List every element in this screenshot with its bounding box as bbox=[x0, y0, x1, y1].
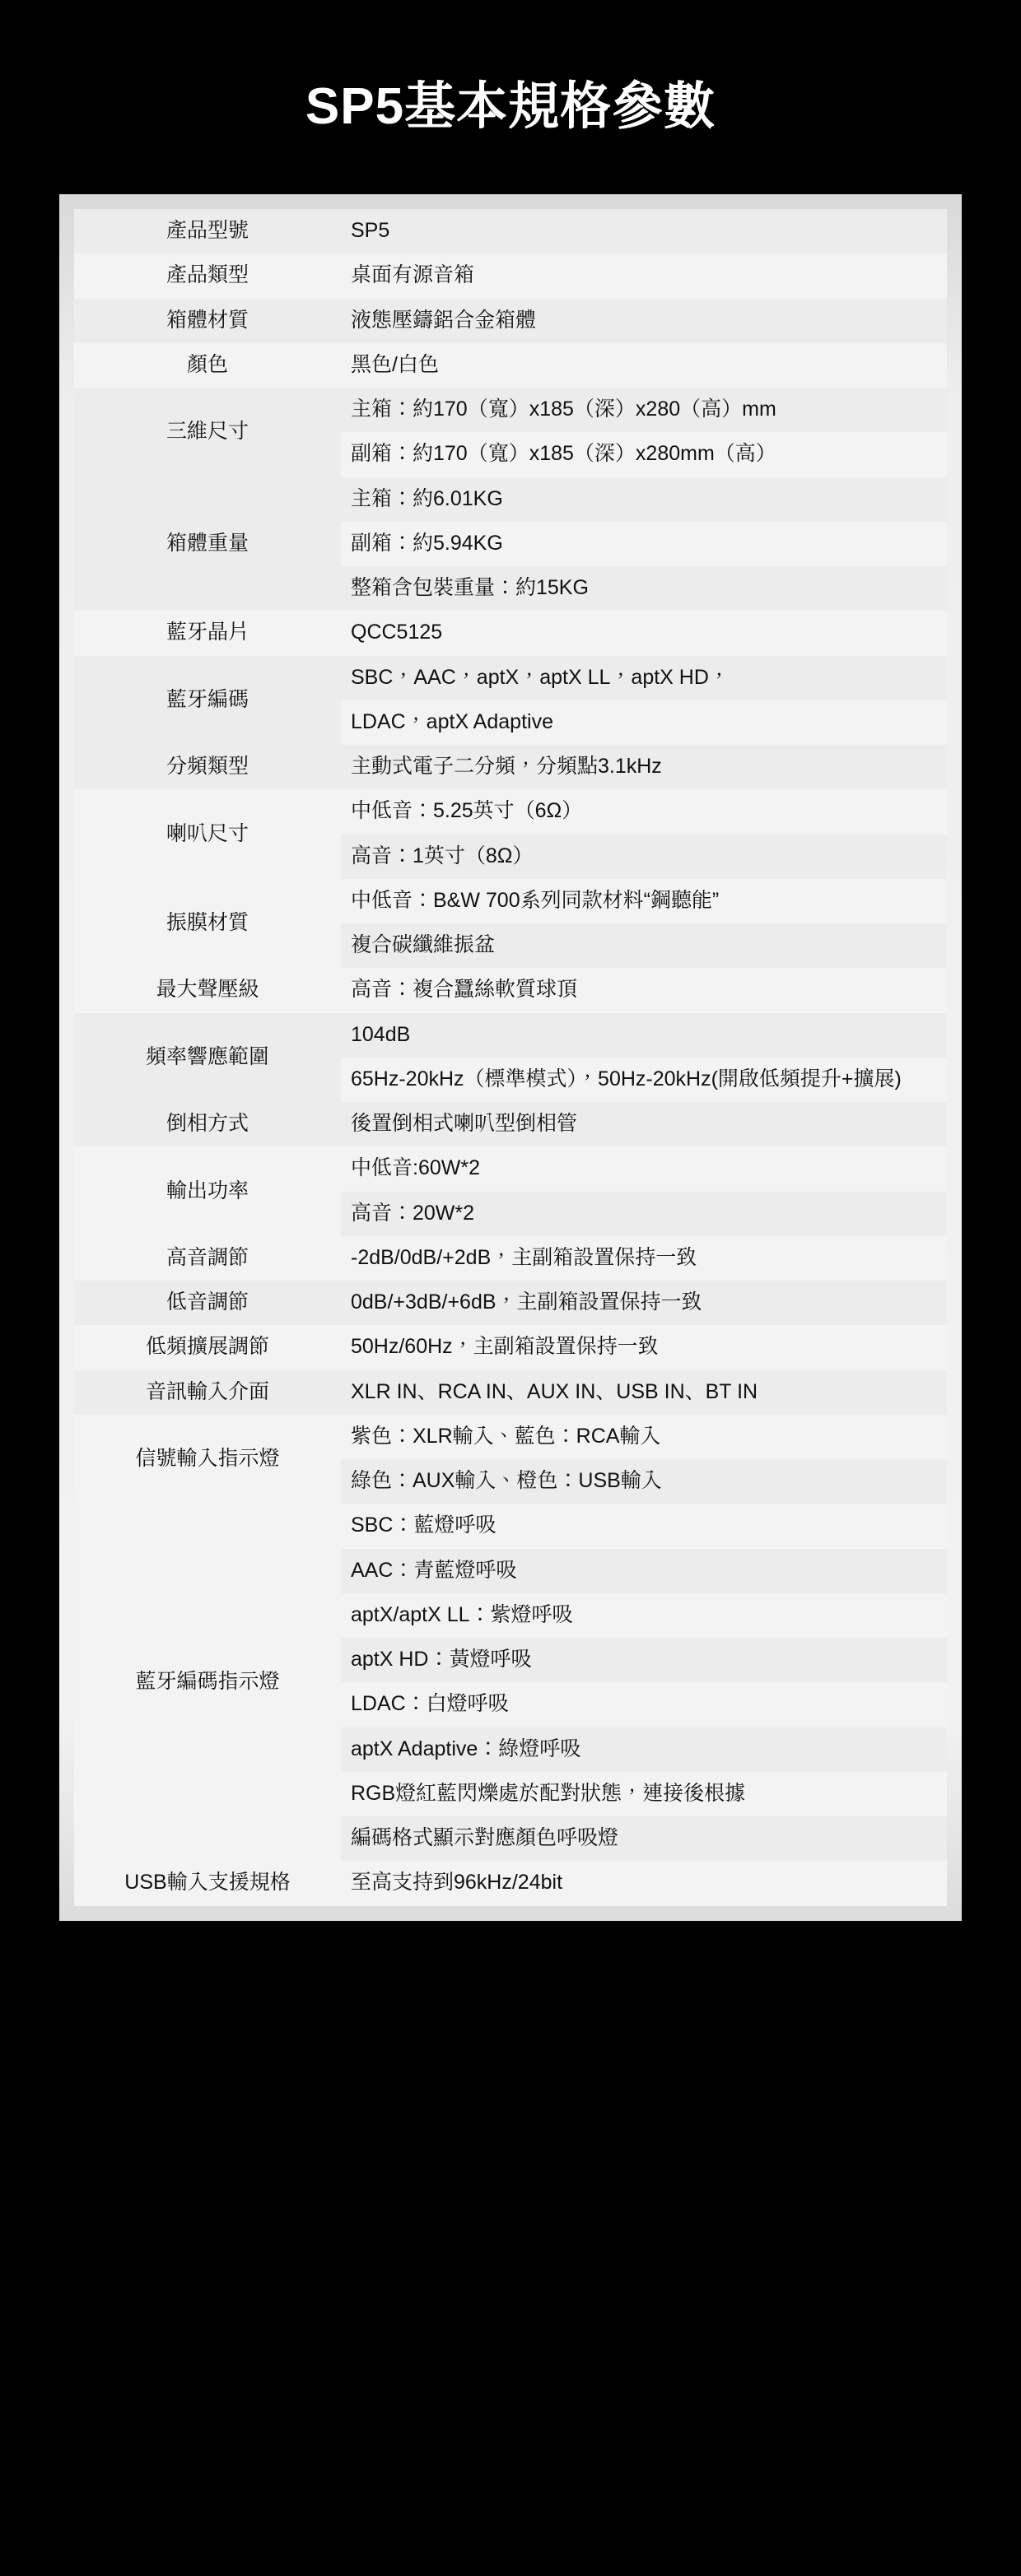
spec-value: 中低音:60W*2 bbox=[351, 1156, 480, 1180]
spec-label: 藍牙晶片 bbox=[166, 621, 249, 644]
spec-value: 中低音：5.25英寸（6Ω） bbox=[351, 799, 583, 823]
spec-label: 喇叭尺寸 bbox=[166, 821, 249, 845]
page-title: SP5基本規格參數 bbox=[305, 78, 716, 135]
table-row bbox=[74, 656, 947, 700]
table-row bbox=[74, 1370, 947, 1415]
table-row bbox=[74, 968, 947, 1012]
spec-value: 主箱：約6.01KG bbox=[351, 486, 503, 510]
spec-label: 箱體重量 bbox=[166, 531, 249, 555]
spec-value: 高音：複合蠶絲軟質球頂 bbox=[351, 978, 578, 1002]
spec-value: 桌面有源音箱 bbox=[351, 263, 475, 287]
spec-value: 0dB/+3dB/+6dB，主副箱設置保持一致 bbox=[351, 1290, 702, 1314]
spec-label: USB輸入支援規格 bbox=[124, 1871, 291, 1895]
spec-value: LDAC，aptX Adaptive bbox=[351, 709, 553, 733]
table-row bbox=[74, 1861, 947, 1905]
spec-label: 藍牙編碼 bbox=[166, 687, 249, 711]
spec-table-body bbox=[74, 209, 947, 1906]
spec-label: 振膜材質 bbox=[166, 911, 249, 935]
spec-value: 綠色：AUX輸入、橙色：USB輸入 bbox=[351, 1469, 662, 1493]
table-row bbox=[74, 343, 947, 388]
spec-value: RGB燈紅藍閃爍處於配對狀態，連接後根據 bbox=[351, 1781, 746, 1805]
table-row bbox=[74, 879, 947, 923]
spec-value: 至高支持到96kHz/24bit bbox=[351, 1871, 563, 1895]
spec-value: 主動式電子二分頻，分頻點3.1kHz bbox=[351, 755, 662, 779]
spec-label: 信號輸入指示燈 bbox=[135, 1447, 280, 1471]
table-row bbox=[74, 388, 947, 432]
spec-value: 104dB bbox=[351, 1022, 411, 1046]
spec-value: 紫色：XLR輸入、藍色：RCA輸入 bbox=[351, 1424, 661, 1448]
spec-value: 65Hz-20kHz（標準模式），50Hz-20kHz(開啟低頻提升+擴展) bbox=[351, 1067, 902, 1090]
spec-value: 後置倒相式喇叭型倒相管 bbox=[351, 1112, 578, 1136]
spec-value: 黑色/白色 bbox=[351, 352, 439, 376]
table-row bbox=[74, 253, 947, 298]
spec-value: 高音：20W*2 bbox=[351, 1201, 475, 1225]
spec-value: aptX/aptX LL：紫燈呼吸 bbox=[351, 1602, 573, 1626]
table-row bbox=[74, 1102, 947, 1146]
table-row bbox=[74, 611, 947, 655]
table-row bbox=[74, 789, 947, 834]
table-row bbox=[74, 299, 947, 343]
table-row bbox=[74, 1236, 947, 1281]
spec-label: 產品型號 bbox=[166, 219, 249, 243]
table-row bbox=[74, 1146, 947, 1191]
spec-value: AAC：青藍燈呼吸 bbox=[351, 1558, 517, 1582]
spec-value: QCC5125 bbox=[351, 621, 443, 644]
spec-table-panel bbox=[59, 194, 962, 1921]
spec-label: 倒相方式 bbox=[166, 1112, 249, 1136]
spec-value: 高音：1英寸（8Ω） bbox=[351, 844, 534, 867]
spec-value: -2dB/0dB/+2dB，主副箱設置保持一致 bbox=[351, 1245, 697, 1269]
table-row bbox=[74, 1415, 947, 1459]
spec-value: XLR IN、RCA IN、AUX IN、USB IN、BT IN bbox=[351, 1379, 758, 1403]
table-row bbox=[74, 1325, 947, 1369]
spec-value: aptX Adaptive：綠燈呼吸 bbox=[351, 1737, 581, 1760]
spec-table bbox=[74, 209, 947, 1906]
spec-label: 產品類型 bbox=[166, 263, 249, 287]
spec-label: 分頻類型 bbox=[166, 755, 249, 779]
spec-value: 50Hz/60Hz，主副箱設置保持一致 bbox=[351, 1335, 659, 1359]
spec-value: aptX HD：黃燈呼吸 bbox=[351, 1648, 532, 1672]
spec-value: 主箱：約170（寬）x185（深）x280（高）mm bbox=[351, 398, 776, 421]
spec-value: 副箱：約170（寬）x185（深）x280mm（高） bbox=[351, 442, 776, 466]
spec-value: SBC，AAC，aptX，aptX LL，aptX HD， bbox=[351, 665, 730, 689]
spec-label: 低頻擴展調節 bbox=[145, 1335, 269, 1359]
spec-label: 藍牙編碼指示燈 bbox=[135, 1670, 280, 1694]
spec-value: 編碼格式顯示對應顏色呼吸燈 bbox=[351, 1826, 619, 1850]
spec-label: 顏色 bbox=[186, 352, 228, 376]
table-row bbox=[74, 209, 947, 253]
spec-label: 低音調節 bbox=[166, 1290, 249, 1314]
table-row bbox=[74, 1013, 947, 1058]
table-row bbox=[74, 477, 947, 522]
spec-value: 液態壓鑄鋁合金箱體 bbox=[351, 308, 537, 332]
spec-value: SBC：藍燈呼吸 bbox=[351, 1514, 497, 1537]
spec-label: 三維尺寸 bbox=[166, 420, 249, 444]
spec-value: SP5 bbox=[351, 219, 390, 243]
spec-value: 整箱含包裝重量：約15KG bbox=[351, 576, 589, 600]
spec-label: 音訊輸入介面 bbox=[145, 1379, 269, 1403]
spec-value: 複合碳纖維振盆 bbox=[351, 933, 496, 957]
table-row bbox=[74, 1504, 947, 1548]
spec-label: 頻率響應範圍 bbox=[145, 1044, 269, 1068]
spec-label: 箱體材質 bbox=[166, 308, 249, 332]
table-row bbox=[74, 1281, 947, 1325]
table-row bbox=[74, 745, 947, 789]
spec-label: 高音調節 bbox=[166, 1245, 249, 1269]
spec-value: LDAC：白燈呼吸 bbox=[351, 1692, 509, 1716]
spec-label: 最大聲壓級 bbox=[156, 978, 259, 1002]
spec-label: 輸出功率 bbox=[166, 1179, 249, 1202]
spec-value: 中低音：B&W 700系列同款材料“鋼聽能” bbox=[351, 888, 720, 912]
spec-value: 副箱：約5.94KG bbox=[351, 531, 503, 555]
